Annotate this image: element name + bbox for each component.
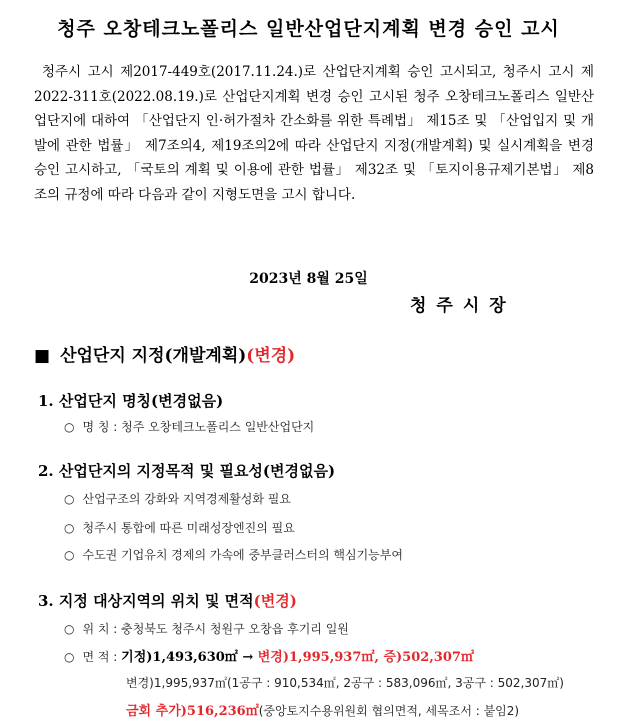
sub2-heading: 2. 산업단지의 지정목적 및 필요성(변경없음) xyxy=(38,462,336,480)
circle-bullet-icon: ○ xyxy=(64,650,75,664)
notice-title: 청주 오창테크노폴리스 일반산업단지계획 변경 승인 고시 xyxy=(57,18,560,40)
circle-bullet-icon: ○ xyxy=(64,548,75,562)
notice-date: 2023년 8월 25일 xyxy=(249,271,368,287)
area-item: ○ 면 적 : 기정)1,493,630㎡ → 변경)1,995,937㎡, 증)502,307㎡ xyxy=(64,650,474,665)
section-change-tag: (변경) xyxy=(246,346,296,366)
section-title: 산업단지 지정(개발계획) xyxy=(60,346,247,366)
area-before: 기정)1,493,630㎡ xyxy=(121,650,238,665)
area-detail: 변경)1,995,937㎡(1공구 : 910,534㎡, 2공구 : 583,096㎡, 3공구 : 502,307㎡) xyxy=(126,676,564,690)
sub1-heading: 1. 산업단지 명칭(변경없음) xyxy=(38,392,224,410)
circle-bullet-icon: ○ xyxy=(64,420,75,434)
notice-intro: 청주시 고시 제2017-449호(2017.11.24.)로 산업단지계획 승인 고시되고, 청주시 고시 제2022-311호(2022.08.19.)로 산업단지계획 변경 승인 고시된 청주 오창테크노폴리스 일반산업단지에 대하여 「산업단지 인·허가절차 간소화를 위한 특례법」 제15조 및 「산업입지 및 개발에 관한 법률」 제7조의4, 제19조의2에 따라 산업단지 지정(개발계획) 및 실시계획을 변경 승인 고시하고, 「국토의 계획 및 이용에 관한 법률」 제32조 및 「토지이용규제기본법」 제8조의 규정에 따라 다음과 같이 지형도면을 고시 합니다. xyxy=(34,64,594,203)
sub3-heading: 3. 지정 대상지역의 위치 및 면적(변경) xyxy=(38,592,297,610)
location-item: ○ 위 치 : 충청북도 청주시 청원구 오창읍 후기리 일원 xyxy=(64,622,349,636)
list-item: ○ 명 칭 : 청주 오창테크노폴리스 일반산업단지 xyxy=(64,420,315,434)
square-marker-icon: ■ xyxy=(34,346,51,366)
area-note: 금회 추가)516,236㎡(중앙토지수용위원회 협의면적, 세목조서 : 붙임2) xyxy=(126,704,520,719)
list-item: ○ 청주시 통합에 따른 미래성장엔진의 필요 xyxy=(64,521,295,535)
issuer-mayor: 청주시장 xyxy=(410,296,516,316)
sub3-change-tag: (변경) xyxy=(253,592,297,610)
circle-bullet-icon: ○ xyxy=(64,521,75,535)
list-item: ○ 수도권 기업유치 경제의 가속에 중부클러스터의 핵심기능부여 xyxy=(64,548,403,562)
circle-bullet-icon: ○ xyxy=(64,622,75,636)
list-item: ○ 산업구조의 강화와 지역경제활성화 필요 xyxy=(64,492,291,506)
arrow-right-icon: → xyxy=(237,650,258,665)
circle-bullet-icon: ○ xyxy=(64,492,75,506)
area-after: 변경)1,995,937㎡, 증)502,307㎡ xyxy=(257,650,474,665)
section-heading xyxy=(34,341,295,366)
area-added: 금회 추가)516,236㎡ xyxy=(126,704,259,719)
